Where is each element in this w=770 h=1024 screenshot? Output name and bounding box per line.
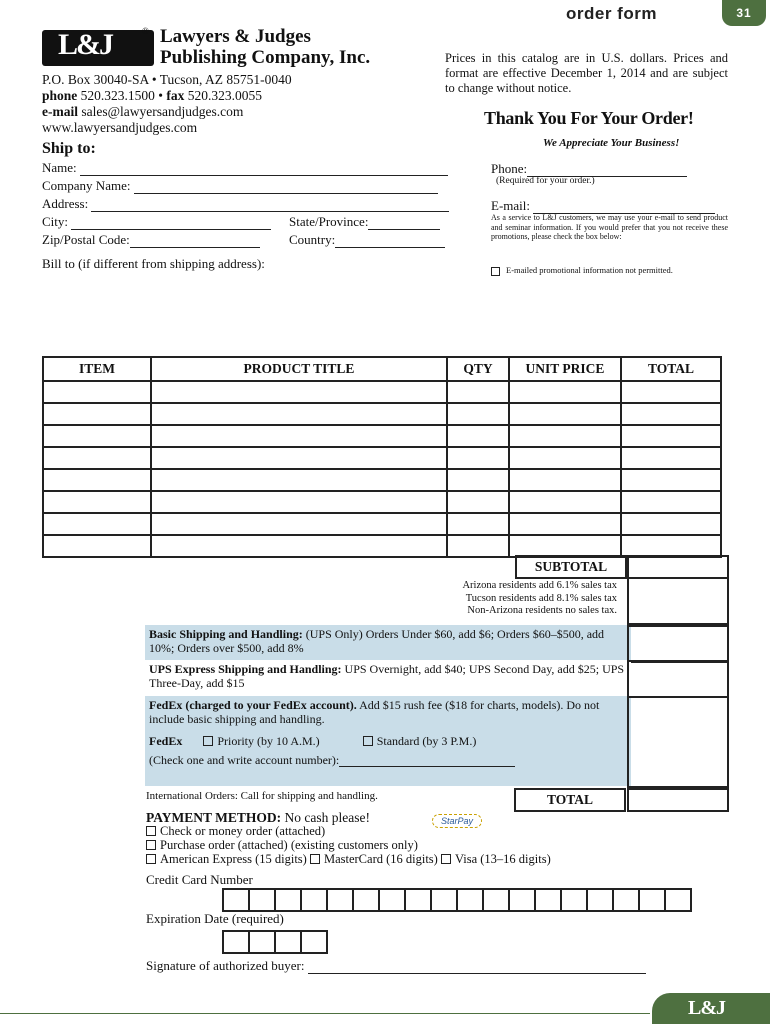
ship-to-heading: Ship to:	[42, 140, 96, 157]
header-product-title: PRODUCT TITLE	[151, 357, 447, 381]
card-digit-box[interactable]	[586, 888, 614, 912]
expiration-digit-box[interactable]	[248, 930, 276, 954]
card-digit-box[interactable]	[560, 888, 588, 912]
header-unit-price: UNIT PRICE	[509, 357, 621, 381]
pay-amex-label: American Express (15 digits)	[160, 852, 307, 866]
fedex-priority-label: Priority (by 10 A.M.)	[217, 734, 320, 748]
basic-shipping-note	[145, 625, 631, 661]
basic-shipping-value-box[interactable]	[627, 625, 729, 663]
table-row	[43, 447, 721, 469]
table-cell[interactable]	[43, 447, 151, 469]
company-logo	[42, 30, 154, 66]
bill-to-label: Bill to (if different from shipping address):	[42, 256, 265, 271]
company-phone-fax: phone 520.323.1500 • fax 520.323.0055	[42, 88, 263, 103]
pay-option-po[interactable]	[146, 838, 418, 853]
table-cell[interactable]	[43, 381, 151, 403]
company-website[interactable]: www.lawyersandjudges.com	[42, 120, 198, 135]
tax-value-box[interactable]	[627, 577, 729, 625]
email-promo-note: As a service to L&J customers, we may use your e-mail to send product and seminar information. If you would prefer that you not receive these promotions, please check the box below:	[491, 213, 728, 241]
state-label: State/Province:	[289, 214, 369, 229]
table-cell[interactable]	[43, 491, 151, 513]
city-field[interactable]	[42, 214, 271, 230]
fedex-shipping-title: FedEx (charged to your FedEx account).	[149, 698, 357, 712]
header-total: TOTAL	[621, 357, 721, 381]
contact-email-label: E-mail:	[491, 198, 530, 213]
footer-logo-text: L&J	[688, 997, 725, 1019]
tax-note	[372, 580, 617, 618]
card-digit-box[interactable]	[638, 888, 666, 912]
table-cell[interactable]	[447, 535, 509, 557]
signature-label: Signature of authorized buyer:	[146, 958, 305, 973]
table-cell[interactable]	[621, 403, 721, 425]
table-row	[43, 535, 721, 557]
table-cell[interactable]	[509, 491, 621, 513]
appreciate-note: We Appreciate Your Business!	[543, 137, 680, 149]
card-digit-box[interactable]	[612, 888, 640, 912]
email-field[interactable]	[491, 198, 715, 214]
signature-input-line[interactable]	[308, 961, 646, 974]
basic-shipping-text: (UPS Only) Orders Under $60, add $6; Orders $60–$500, add 10%; Orders over $500, add 8%	[149, 627, 605, 655]
table-cell[interactable]	[151, 447, 447, 469]
pay-mc-label: MasterCard (16 digits)	[323, 852, 438, 866]
registered-mark: ®	[142, 26, 149, 36]
table-row	[43, 491, 721, 513]
city-input-line[interactable]	[71, 217, 271, 230]
email-opt-out[interactable]	[491, 265, 673, 276]
table-cell[interactable]	[151, 535, 447, 557]
phone-number: 520.323.1500	[80, 88, 155, 103]
starpay-logo: StarPay	[432, 814, 482, 828]
pay-option-amex[interactable]	[146, 852, 307, 866]
subtotal-label: SUBTOTAL	[515, 555, 627, 579]
email-address[interactable]: sales@lawyersandjudges.com	[81, 104, 244, 119]
card-digit-box[interactable]	[508, 888, 536, 912]
ups-shipping-title: UPS Express Shipping and Handling:	[149, 662, 342, 676]
address-field[interactable]	[42, 196, 449, 212]
fedex-priority-checkbox[interactable]	[203, 736, 213, 746]
table-cell[interactable]	[447, 469, 509, 491]
pay-po-checkbox[interactable]	[146, 840, 156, 850]
table-cell[interactable]	[621, 447, 721, 469]
table-cell[interactable]	[447, 381, 509, 403]
subtotal-value-box[interactable]	[627, 555, 729, 579]
company-address: P.O. Box 30040-SA • Tucson, AZ 85751-0040	[42, 72, 292, 87]
table-cell[interactable]	[509, 425, 621, 447]
company-name-line2: Publishing Company, Inc.	[160, 47, 371, 68]
ups-shipping-value-box[interactable]	[627, 660, 729, 698]
fedex-standard-label: Standard (by 3 P.M.)	[376, 734, 477, 748]
table-cell[interactable]	[621, 425, 721, 447]
table-cell[interactable]	[621, 491, 721, 513]
expiration-digit-box[interactable]	[274, 930, 302, 954]
table-cell[interactable]	[447, 403, 509, 425]
table-cell[interactable]	[43, 425, 151, 447]
company-field[interactable]	[42, 178, 438, 194]
pay-po-label: Purchase order (attached) (existing customers only)	[160, 838, 418, 852]
table-cell[interactable]	[447, 513, 509, 535]
table-cell[interactable]	[509, 513, 621, 535]
fedex-account-row[interactable]	[149, 753, 627, 767]
page-number-badge: 31	[722, 0, 766, 26]
table-cell[interactable]	[151, 381, 447, 403]
table-cell[interactable]	[509, 535, 621, 557]
card-digit-box[interactable]	[456, 888, 484, 912]
pay-check-checkbox[interactable]	[146, 826, 156, 836]
contact-phone-label: Phone:	[491, 161, 528, 176]
card-digit-box[interactable]	[534, 888, 562, 912]
payment-title: PAYMENT METHOD:	[146, 810, 282, 825]
fedex-priority-option[interactable]	[203, 734, 319, 748]
company-name-line1: Lawyers & Judges	[160, 26, 311, 47]
card-digit-box[interactable]	[352, 888, 380, 912]
table-cell[interactable]	[43, 469, 151, 491]
pay-check-label: Check or money order (attached)	[160, 824, 326, 838]
table-cell[interactable]	[509, 469, 621, 491]
ups-shipping-text: UPS Overnight, add $40; UPS Second Day, add $25; UPS Three-Day, add $15	[149, 662, 625, 690]
table-cell[interactable]	[151, 513, 447, 535]
email-opt-out-checkbox[interactable]	[491, 267, 500, 276]
country-input-line[interactable]	[335, 235, 445, 248]
pay-visa-label: Visa (13–16 digits)	[454, 852, 551, 866]
table-cell[interactable]	[509, 381, 621, 403]
company-input-line[interactable]	[134, 181, 438, 194]
state-field[interactable]	[289, 214, 440, 230]
table-row	[43, 425, 721, 447]
fedex-account-label: (Check one and write account number):	[149, 753, 340, 767]
pay-amex-checkbox[interactable]	[146, 854, 156, 864]
prices-note: Prices in this catalog are in U.S. dollars. Prices and format are effective December 1, 2014 and are subject to change without notice.	[445, 51, 728, 95]
section-title: order form	[566, 4, 657, 23]
no-cash-note: No cash please!	[284, 810, 370, 825]
table-cell[interactable]	[621, 381, 721, 403]
country-field[interactable]	[289, 232, 445, 248]
table-cell[interactable]	[621, 535, 721, 557]
signature-field[interactable]	[146, 958, 646, 974]
table-header-row	[43, 357, 721, 381]
table-cell[interactable]	[509, 447, 621, 469]
table-cell[interactable]	[447, 425, 509, 447]
table-cell[interactable]	[151, 403, 447, 425]
table-row	[43, 469, 721, 491]
card-digit-box[interactable]	[248, 888, 276, 912]
expiration-digit-box[interactable]	[222, 930, 250, 954]
card-digit-box[interactable]	[274, 888, 302, 912]
footer-logo	[652, 993, 770, 1024]
fedex-options-row	[149, 734, 627, 748]
phone-label: phone	[42, 88, 78, 103]
basic-shipping-title: Basic Shipping and Handling:	[149, 627, 303, 641]
tax-line-non-arizona: Non-Arizona residents no sales tax.	[467, 605, 617, 616]
phone-required-note: (Required for your order.)	[496, 176, 595, 186]
fedex-shipping-text: Add $15 rush fee ($18 for charts, models). Do not include basic shipping and handling.	[149, 698, 600, 726]
name-label: Name:	[42, 160, 77, 175]
fedex-shipping-note	[145, 696, 631, 786]
tax-line-arizona: Arizona residents add 6.1% sales tax	[462, 580, 617, 591]
pay-option-mc[interactable]	[310, 852, 438, 866]
card-digit-box[interactable]	[326, 888, 354, 912]
order-items-table	[42, 356, 722, 558]
name-input-line[interactable]	[80, 163, 448, 176]
zip-input-line[interactable]	[130, 235, 260, 248]
name-field[interactable]	[42, 160, 448, 176]
card-digit-box[interactable]	[222, 888, 250, 912]
header-qty: QTY	[447, 357, 509, 381]
fax-number: 520.323.0055	[187, 88, 263, 103]
header-item: ITEM	[43, 357, 151, 381]
table-cell[interactable]	[43, 403, 151, 425]
company-email	[42, 104, 243, 120]
address-input-line[interactable]	[91, 199, 449, 212]
country-label: Country:	[289, 232, 336, 247]
logo-text: L&J	[58, 28, 112, 61]
table-cell[interactable]	[43, 535, 151, 557]
total-value-box[interactable]	[627, 788, 729, 812]
table-cell[interactable]	[43, 513, 151, 535]
email-opt-out-label: E-mailed promotional information not permitted.	[506, 265, 673, 275]
total-label: TOTAL	[514, 788, 626, 812]
phone-field[interactable]	[491, 161, 687, 177]
card-digit-box[interactable]	[430, 888, 458, 912]
table-row	[43, 403, 721, 425]
card-digit-box[interactable]	[378, 888, 406, 912]
state-input-line[interactable]	[368, 217, 440, 230]
card-digit-box[interactable]	[404, 888, 432, 912]
pay-option-cards	[146, 852, 551, 867]
table-cell[interactable]	[509, 403, 621, 425]
table-cell[interactable]	[151, 425, 447, 447]
pay-option-check[interactable]	[146, 824, 325, 839]
fedex-label: FedEx	[149, 734, 183, 748]
table-cell[interactable]	[621, 513, 721, 535]
fedex-standard-option[interactable]	[363, 734, 477, 748]
table-cell[interactable]	[151, 491, 447, 513]
fedex-standard-checkbox[interactable]	[363, 736, 373, 746]
card-digit-box[interactable]	[664, 888, 692, 912]
address-label: Address:	[42, 196, 89, 211]
table-cell[interactable]	[151, 469, 447, 491]
table-cell[interactable]	[447, 491, 509, 513]
card-digit-box[interactable]	[300, 888, 328, 912]
table-row	[43, 513, 721, 535]
thank-you-heading: Thank You For Your Order!	[484, 108, 694, 128]
pay-visa-checkbox[interactable]	[441, 854, 451, 864]
credit-card-label: Credit Card Number	[146, 872, 253, 887]
tax-line-tucson: Tucson residents add 8.1% sales tax	[465, 592, 617, 604]
credit-card-number-boxes[interactable]	[222, 888, 690, 912]
email-label: e-mail	[42, 104, 78, 119]
fax-label: fax	[166, 88, 185, 103]
expiration-digit-box[interactable]	[300, 930, 328, 954]
table-cell[interactable]	[447, 447, 509, 469]
city-label: City:	[42, 214, 69, 229]
zip-label: Zip/Postal Code:	[42, 232, 130, 247]
company-label: Company Name:	[42, 178, 131, 193]
fedex-account-input-line[interactable]	[339, 754, 515, 767]
ups-shipping-note	[145, 660, 631, 696]
table-row	[43, 381, 721, 403]
footer-rule	[0, 1013, 650, 1014]
table-cell[interactable]	[621, 469, 721, 491]
pay-mc-checkbox[interactable]	[310, 854, 320, 864]
fedex-shipping-value-box[interactable]	[627, 696, 729, 788]
zip-field[interactable]	[42, 232, 260, 248]
expiration-date-boxes[interactable]	[222, 930, 326, 954]
pay-option-visa[interactable]	[441, 852, 551, 866]
international-note: International Orders: Call for shipping and handling.	[146, 790, 378, 802]
card-digit-box[interactable]	[482, 888, 510, 912]
expiration-label: Expiration Date (required)	[146, 911, 284, 926]
